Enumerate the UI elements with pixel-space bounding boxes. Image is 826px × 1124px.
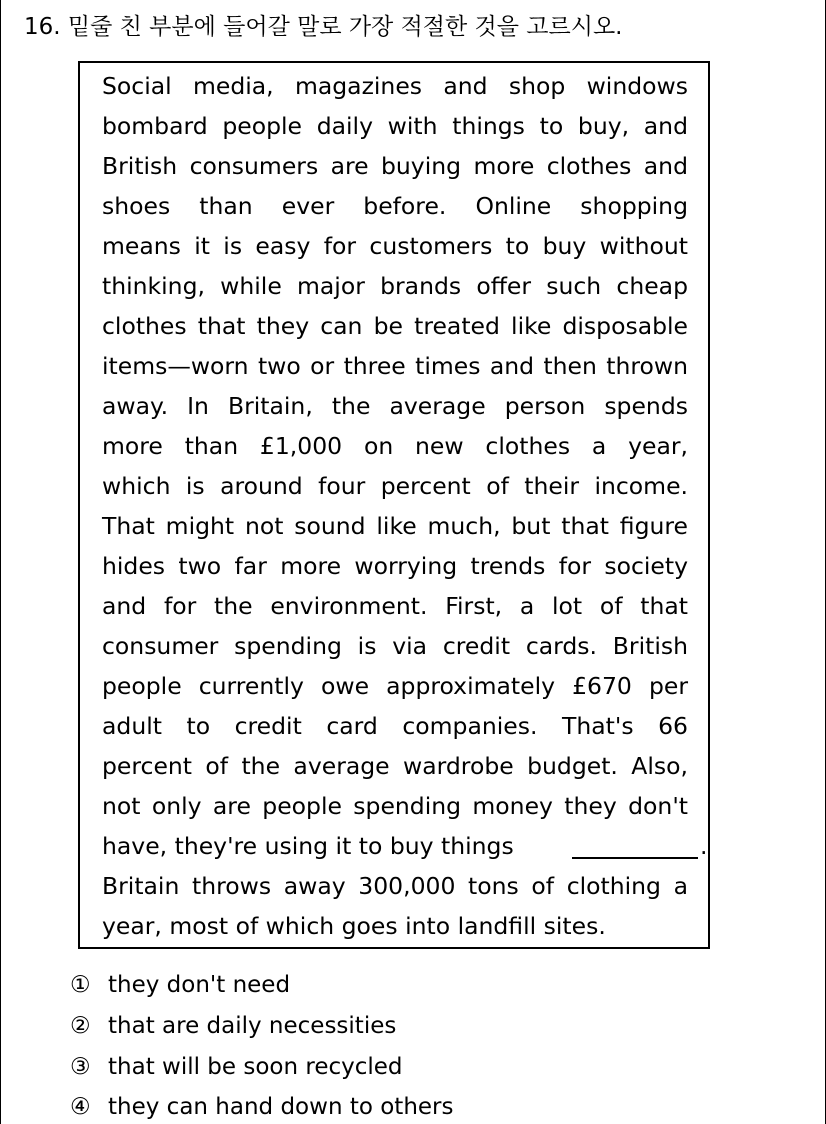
passage-line: and for the environment. First, a lot of that bbox=[102, 592, 688, 620]
passage-line: That might not sound like much, but that figure bbox=[102, 512, 688, 540]
passage-line: bombard people daily with things to buy, and bbox=[102, 112, 688, 140]
passage-line: Britain throws away 300,000 tons of clothing a bbox=[102, 872, 688, 900]
passage-line: people currently owe approximately £670 per bbox=[102, 672, 688, 700]
passage-line: adult to credit card companies. That's 66 bbox=[102, 712, 688, 740]
passage-box bbox=[78, 61, 710, 949]
passage-line: shoes than ever before. Online shopping bbox=[102, 192, 688, 220]
passage-line: clothes that they can be treated like disposable bbox=[102, 312, 688, 340]
passage-line: away. In Britain, the average person spends bbox=[102, 392, 688, 420]
question-prompt: 16. 밑줄 친 부분에 들어갈 말로 가장 적절한 것을 고르시오. bbox=[24, 14, 623, 40]
passage-line: which is around four percent of their income. bbox=[102, 472, 688, 500]
passage-line: more than £1,000 on new clothes a year, bbox=[102, 432, 688, 460]
option-text: that are daily necessities bbox=[108, 1013, 397, 1039]
passage-line: percent of the average wardrobe budget. Also, bbox=[102, 752, 688, 780]
answer-option-1[interactable] bbox=[70, 968, 290, 1002]
passage-line-with-blank bbox=[102, 826, 708, 866]
passage-line: British consumers are buying more clothes and bbox=[102, 152, 688, 180]
option-text: they can hand down to others bbox=[108, 1094, 454, 1120]
page-left-border bbox=[0, 0, 1, 1124]
answer-option-3[interactable] bbox=[70, 1050, 403, 1084]
blank-period: . bbox=[700, 832, 708, 860]
passage-line: items—worn two or three times and then thrown bbox=[102, 352, 688, 380]
passage-line: consumer spending is via credit cards. British bbox=[102, 632, 688, 660]
option-number: ③ bbox=[70, 1054, 91, 1080]
passage-line: year, most of which goes into landfill sites. bbox=[102, 912, 606, 940]
answer-option-2[interactable] bbox=[70, 1009, 396, 1043]
passage-line: hides two far more worrying trends for society bbox=[102, 552, 688, 580]
option-number: ① bbox=[70, 972, 91, 998]
passage-line: not only are people spending money they don't bbox=[102, 792, 688, 820]
answer-blank bbox=[572, 857, 698, 859]
passage-line: Social media, magazines and shop windows bbox=[102, 72, 688, 100]
option-number: ④ bbox=[70, 1094, 91, 1120]
option-text: that will be soon recycled bbox=[108, 1054, 403, 1080]
answer-option-4[interactable] bbox=[70, 1090, 453, 1124]
option-text: they don't need bbox=[108, 972, 291, 998]
passage-line-text: have, they're using it to buy things bbox=[102, 832, 514, 860]
option-number: ② bbox=[70, 1013, 91, 1039]
passage-line: thinking, while major brands offer such cheap bbox=[102, 272, 688, 300]
passage-line: means it is easy for customers to buy without bbox=[102, 232, 688, 260]
